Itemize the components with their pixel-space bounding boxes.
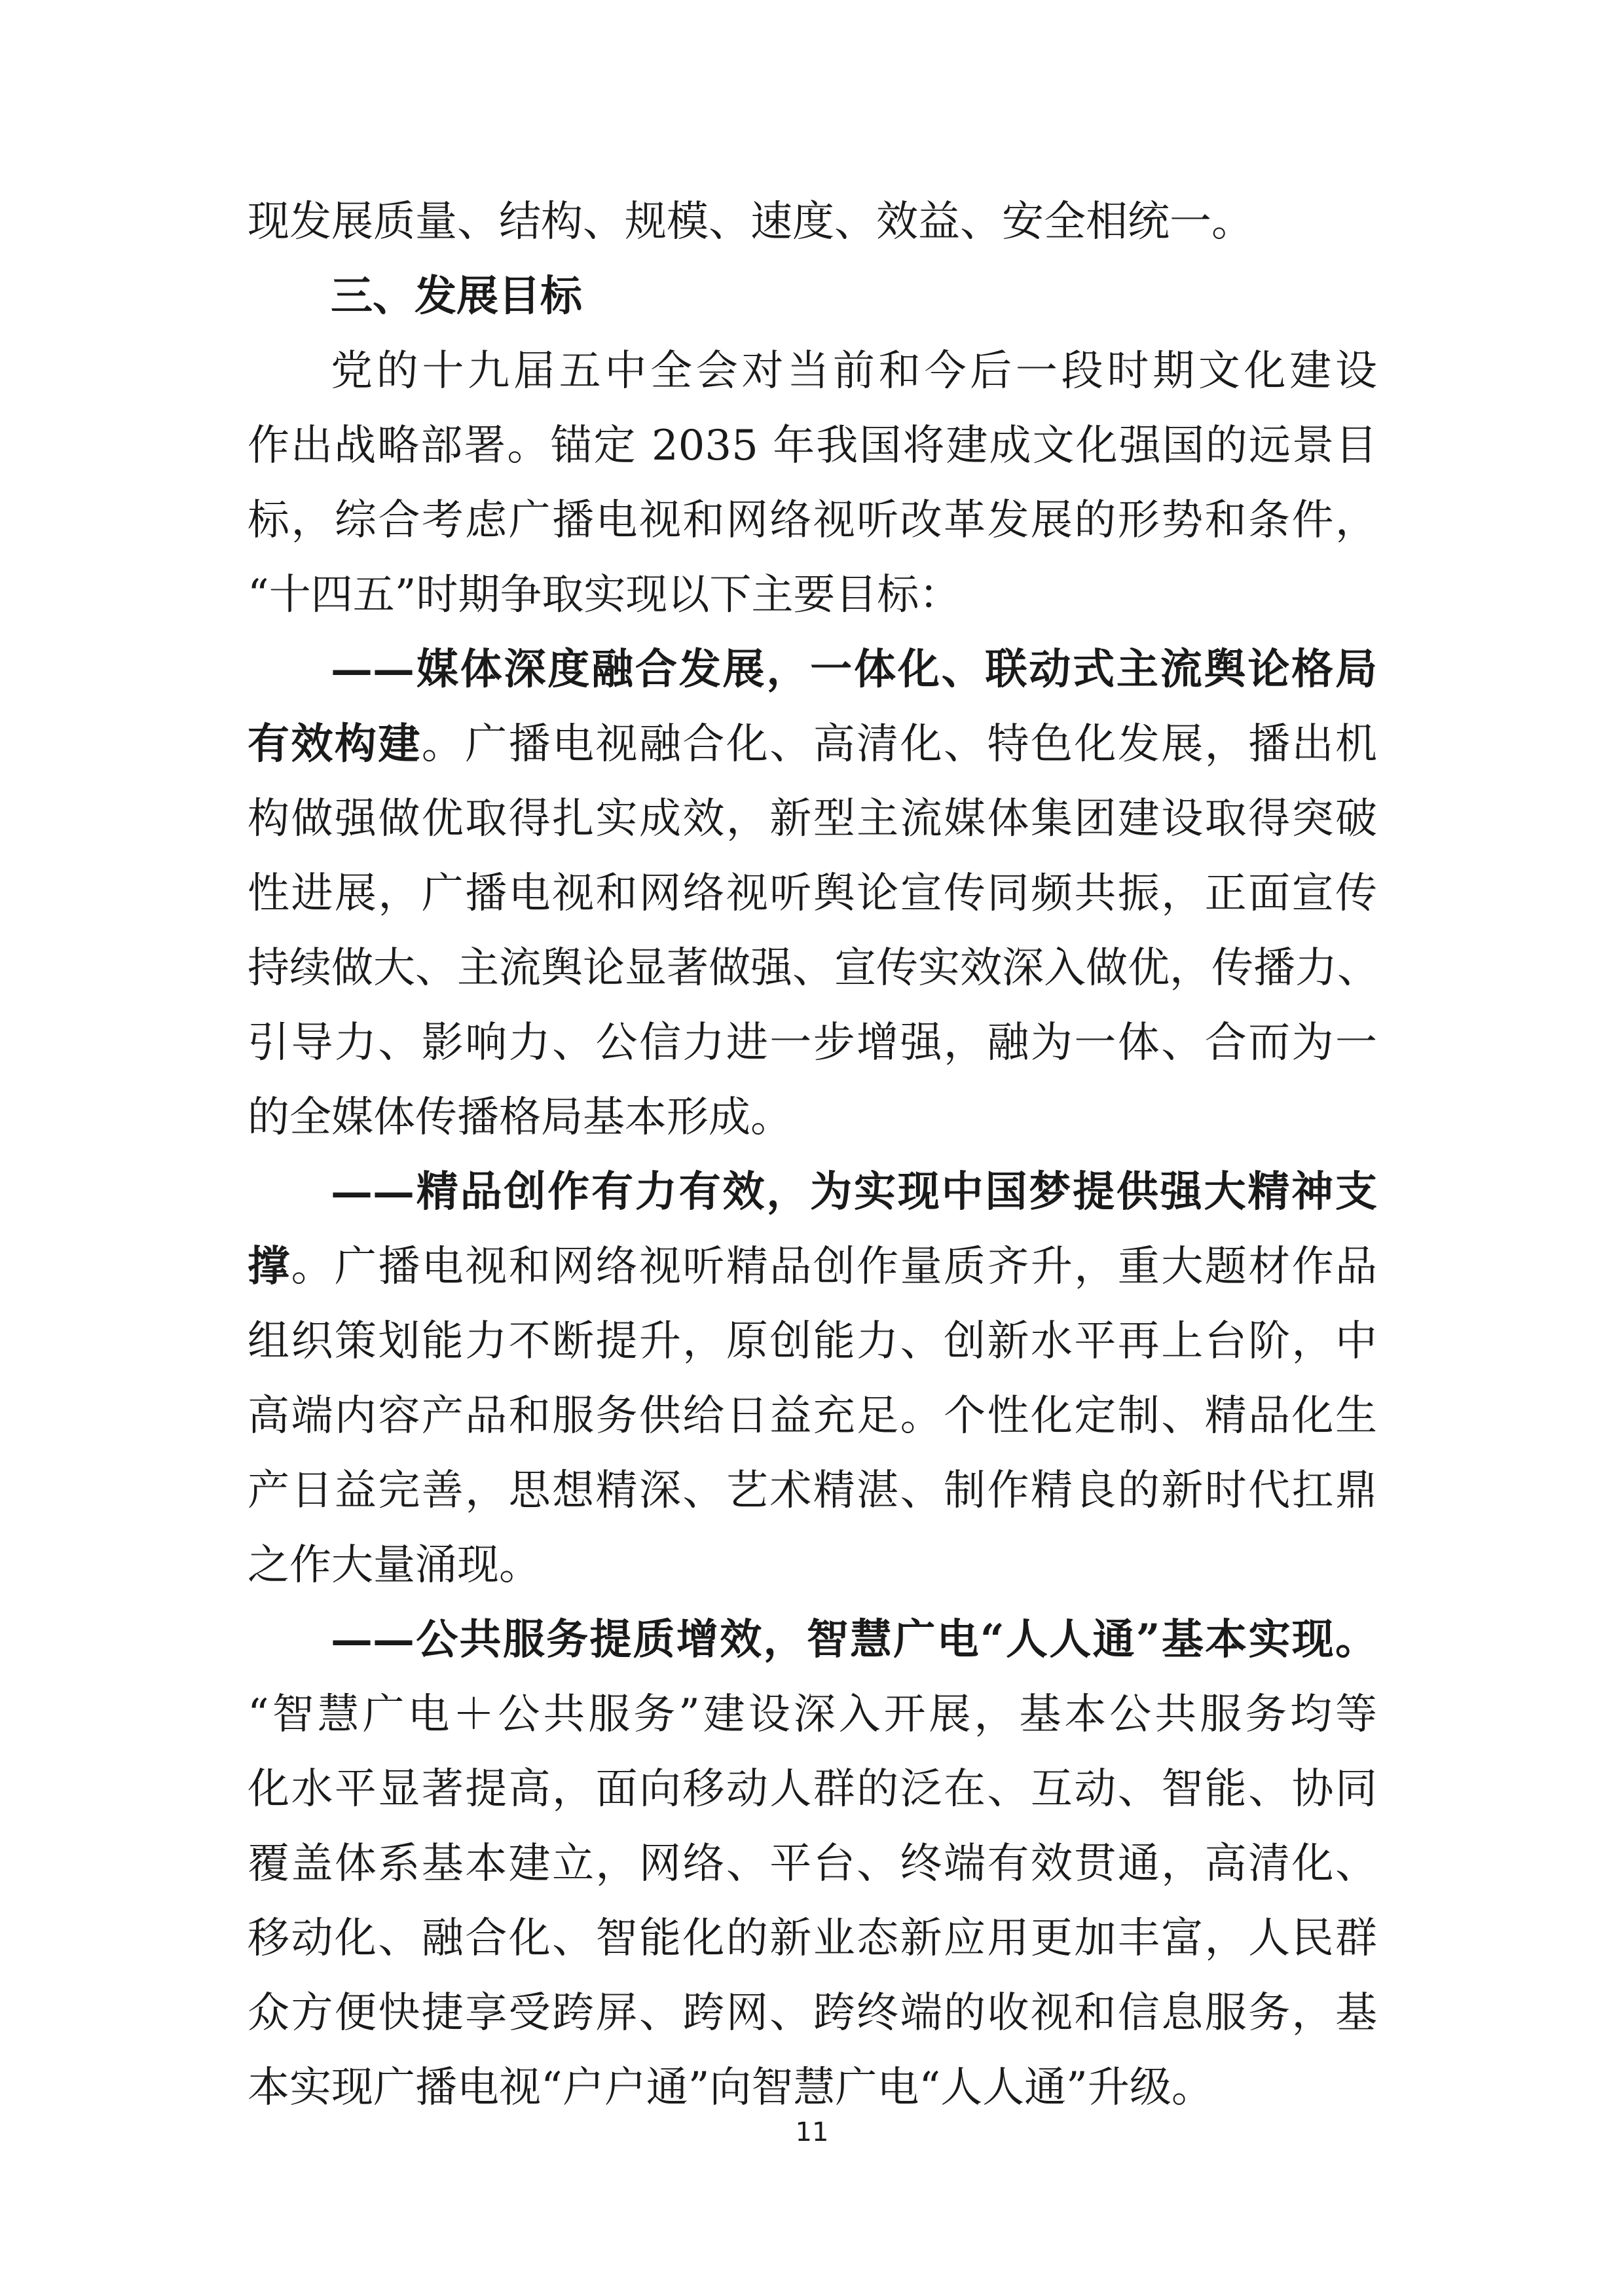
body-text-line: 持续做大、主流舆论显著做强、宣传实效深入做优，传播力、 [248, 944, 1379, 993]
body-text-line [248, 705, 1377, 784]
goal-heading-line: ——媒体深度融合发展，一体化、联动式主流舆论格局 [331, 645, 1377, 694]
goal-heading-tail: 有效构建 [248, 720, 422, 769]
body-text-line: 化水平显著提高，面向移动人群的泛在、互动、智能、协同 [248, 1765, 1377, 1813]
section-heading: 三、发展目标 [331, 272, 582, 321]
body-text-line: 众方便快捷享受跨屏、跨网、跨终端的收视和信息服务，基 [248, 1989, 1377, 2037]
body-text-line: 本实现广播电视“户户通”向智慧广电“人人通”升级。 [248, 2064, 1213, 2112]
body-text-line: 高端内容产品和服务供给日益充足。个性化定制、精品化生 [248, 1392, 1377, 1440]
body-text-line: 构做强做优取得扎实成效，新型主流媒体集团建设取得突破 [248, 795, 1377, 843]
body-text-span: 。广播电视融合化、高清化、特色化发展，播出机 [421, 720, 1378, 769]
body-text-line: 移动化、融合化、智能化的新业态新应用更加丰富，人民群 [248, 1914, 1377, 1963]
body-text-line: 产日益完善，思想精深、艺术精湛、制作精良的新时代扛鼎 [248, 1467, 1377, 1515]
body-text-line: “智慧广电＋公共服务”建设深入开展，基本公共服务均等 [248, 1690, 1377, 1739]
body-text-line: 标，综合考虑广播电视和网络视听改革发展的形势和条件， [248, 496, 1377, 545]
body-text-line: 作出战略部署。锚定 2035 年我国将建成文化强国的远景目 [248, 422, 1377, 470]
body-text-line: 的全媒体传播格局基本形成。 [248, 1093, 792, 1142]
goal-heading-tail: 撑 [248, 1242, 291, 1291]
body-text-line: 组织策划能力不断提升，原创能力、创新水平再上台阶，中 [248, 1317, 1377, 1366]
body-text-line: 性进展，广播电视和网络视听舆论宣传同频共振，正面宣传 [248, 869, 1377, 918]
body-text-line: 之作大量涌现。 [248, 1541, 541, 1590]
goal-heading-line: ——公共服务提质增效，智慧广电“人人通”基本实现。 [331, 1615, 1377, 1664]
goal-heading-line: ——精品创作有力有效，为实现中国梦提供强大精神支 [331, 1167, 1377, 1216]
body-text-span: 。广播电视和网络视听精品创作量质齐升，重大题材作品 [291, 1243, 1378, 1291]
body-text-line: 党的十九届五中全会对当前和今后一段时期文化建设 [331, 347, 1377, 395]
body-text-line [248, 1228, 1377, 1306]
page-number: 11 [795, 2117, 829, 2147]
body-text-line: 覆盖体系基本建立，网络、平台、终端有效贯通，高清化、 [248, 1840, 1377, 1888]
body-text-line: 现发展质量、结构、规模、速度、效益、安全相统一。 [248, 198, 1253, 246]
body-text-line: 引导力、影响力、公信力进一步增强，融为一体、合而为一 [248, 1019, 1377, 1067]
body-text-line: “十四五”时期争取实现以下主要目标： [248, 571, 961, 619]
